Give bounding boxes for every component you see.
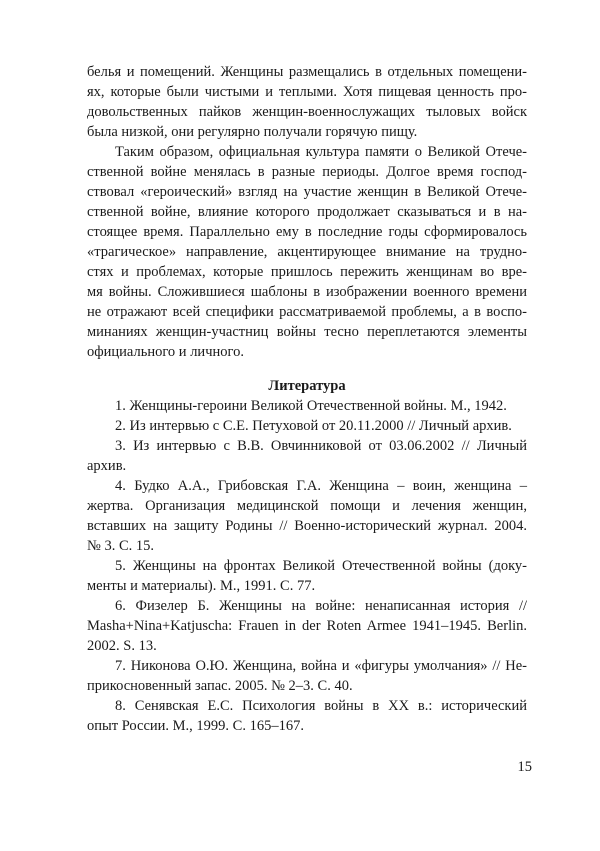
reference-line: 1. Женщины-героини Великой Отечественной войны. М., 1942. [115, 398, 507, 414]
text-line: белья и помещений. Женщины размещались в отдельных помещени- [87, 64, 527, 80]
reference-line: № 3. С. 15. [87, 538, 155, 554]
reference-line: вставших на защиту Родины // Военно-исторический журнал. 2004. [87, 518, 527, 534]
paragraph-1 [87, 62, 527, 142]
reference-item [87, 476, 527, 556]
reference-line: опыт России. М., 1999. С. 165–167. [87, 718, 304, 734]
text-line: мя войны. Сложившиеся шаблоны в изображении военного времени [87, 284, 527, 300]
page-text [87, 62, 527, 736]
text-line: довольственных пайков женщин-военнослужащих тыловых войск [87, 104, 527, 120]
page-number: 15 [517, 759, 532, 775]
reference-line: Masha+Nina+Katjuscha: Frauen in der Roten Armee 1941–1945. Berlin. [87, 618, 527, 634]
text-line: ях, которые были чистыми и теплыми. Хотя пищевая ценность про- [87, 84, 527, 100]
text-line: ственной войне менялась в разные периоды. Долгое время господ- [87, 164, 527, 180]
text-line: стоящее время. Параллельно ему в последние годы сформировалось [87, 224, 527, 240]
text-line: официального и личного. [87, 344, 244, 360]
text-line: ствовал «героический» взгляд на участие женщин в Великой Отече- [87, 184, 527, 200]
text-line: была низкой, они регулярно получали горячую пищу. [87, 124, 418, 140]
reference-line: 2002. S. 13. [87, 638, 157, 654]
literature-heading: Литература [268, 378, 346, 394]
text-line: минаниях женщин-участниц войны тесно переплетаются элементы [87, 324, 527, 340]
text-line: ственной войне, влияние которого продолжает сказываться и в на- [87, 204, 527, 220]
reference-line: 4. Будко А.А., Грибовская Г.А. Женщина – воин, женщина – [115, 478, 527, 494]
reference-item [87, 556, 527, 596]
paragraph-2 [87, 142, 527, 362]
reference-item [87, 396, 527, 416]
reference-item [87, 596, 527, 656]
reference-line: прикосновенный запас. 2005. № 2–3. С. 40. [87, 678, 353, 694]
reference-line: 5. Женщины на фронтах Великой Отечественной войны (доку- [115, 558, 527, 574]
reference-item [87, 436, 527, 476]
reference-line: 2. Из интервью с С.Е. Петуховой от 20.11.2000 // Личный архив. [115, 418, 512, 434]
reference-line: архив. [87, 458, 127, 474]
text-line: «трагическое» направление, акцентирующее внимание на трудно- [87, 244, 527, 260]
reference-line: жертва. Организация медицинской помощи и лечения женщин, [87, 498, 527, 514]
reference-line: менты и материалы). М., 1991. С. 77. [87, 578, 316, 594]
reference-line: 3. Из интервью с В.В. Овчинниковой от 03.06.2002 // Личный [115, 438, 527, 454]
text-line: не отражают всей специфики рассматриваемой проблемы, а в воспо- [87, 304, 527, 320]
reference-line: 6. Физелер Б. Женщины на войне: ненаписанная история // [115, 598, 527, 614]
reference-item [87, 696, 527, 736]
reference-line: 8. Сенявская Е.С. Психология войны в XX в.: исторический [115, 698, 527, 714]
text-line: стях и проблемах, которые пришлось пережить женщинам во вре- [87, 264, 527, 280]
reference-item [87, 416, 527, 436]
text-line: Таким образом, официальная культура памяти о Великой Отече- [115, 144, 527, 160]
reference-line: 7. Никонова О.Ю. Женщина, война и «фигуры умолчания» // Не- [115, 658, 527, 674]
reference-list [87, 396, 527, 736]
reference-item [87, 656, 527, 696]
section-gap [87, 362, 527, 376]
